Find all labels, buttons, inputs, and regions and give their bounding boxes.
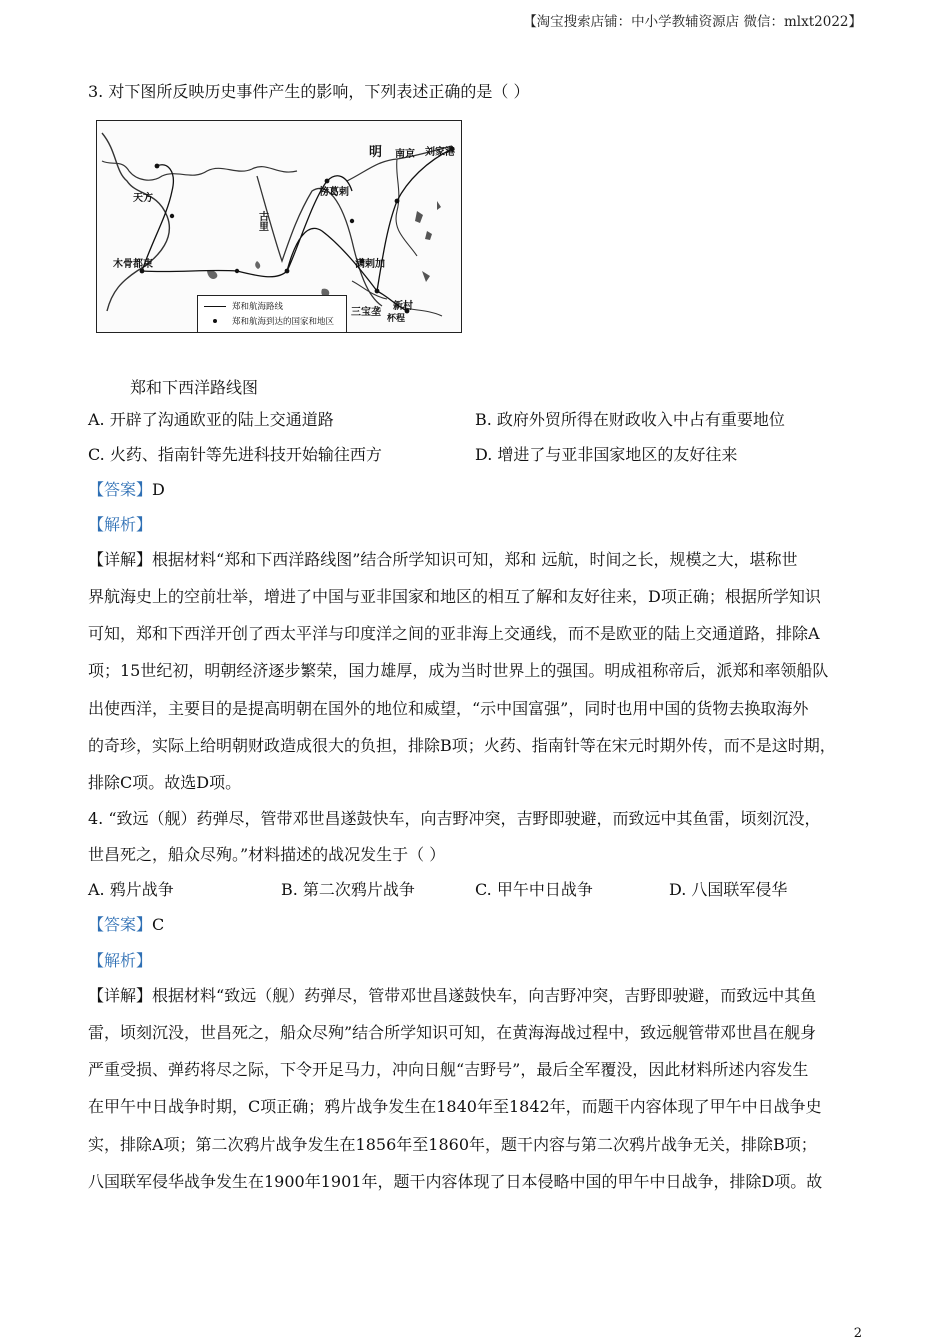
map-label-ming: 明: [369, 145, 383, 160]
legend-route-row: [204, 300, 283, 312]
map-label-tianfang: 天方: [133, 193, 153, 204]
q4-answer-line: [88, 914, 164, 936]
map-legend: [197, 295, 347, 333]
q3-detail-line-3: 项；15世纪初，明朝经济逐步繁荣，国力雄厚，成为当时世界上的强国。明成祖称帝后，派郑和率领船队: [88, 661, 829, 680]
map-label-sanbaolong: 三宝垄: [351, 307, 381, 318]
legend-places-label: 郑和航海到达的国家和地区: [232, 317, 335, 327]
q3-detail-tag: 【详解】: [88, 550, 153, 569]
q3-detail-line-5: 的奇珍，实际上给明朝财政造成很大的负担，排除B项；火药、指南针等在宋元时期外传，而不是这时期，: [88, 736, 836, 755]
q3-detail-text-0: 根据材料“郑和下西洋路线图”结合所学知识可知，郑和 远航，时间之长，规模之大，堪称世: [152, 550, 798, 569]
place-dot-icon: [213, 319, 217, 323]
q4-answer-tag: 【答案】: [88, 915, 153, 934]
q3-answer: D: [152, 480, 165, 499]
map-label-guli: 古里: [259, 212, 269, 233]
q4-detail-tag: 【详解】: [88, 986, 153, 1005]
q4-option-d: D. 八国联军侵华: [669, 880, 788, 899]
q4-detail-line-4: 实，排除A项；第二次鸦片战争发生在1856年至1860年，题干内容与第二次鸦片战争无关，排除B项；: [88, 1135, 817, 1154]
map-label-xincun: 新村: [393, 301, 413, 312]
header-note: 【淘宝搜索店铺：中小学教辅资源店 微信：mlxt2022】: [523, 14, 862, 30]
q4-option-b: B. 第二次鸦片战争: [281, 880, 415, 899]
q3-option-d: D. 增进了与亚非国家地区的友好往来: [475, 445, 738, 464]
map-label-mugudushu: 木骨都束: [113, 259, 153, 270]
q4-stem-line-0: 4. “致远（舰）药弹尽，管带邓世昌遂鼓快车，向吉野冲突，吉野即驶避，而致远中其鱼雷，顷刻沉没，: [88, 809, 821, 828]
q3-detail-line-1: 界航海史上的空前壮举，增进了中国与亚非国家和地区的相互了解和友好往来，D项正确；根据所学知识: [88, 587, 821, 606]
q3-option-b: B. 政府外贸所得在财政收入中占有重要地位: [475, 410, 785, 429]
map-caption: 郑和下西洋路线图: [130, 378, 259, 397]
route-line-icon: [204, 306, 226, 307]
map-label-liujiagang: 刘家港: [425, 147, 455, 158]
q3-answer-line: [88, 479, 165, 501]
q4-detail-line-5: 八国联军侵华战争发生在1900年1901年，题干内容体现了日本侵略中国的甲午中日战争，排除D项。故: [88, 1172, 823, 1191]
q4-analysis-tag: 【解析】: [88, 951, 153, 970]
legend-route-label: 郑和航海路线: [232, 302, 284, 312]
q4-stem-line-1: 世昌死之，船众尽殉。”材料描述的战况发生于（ ）: [88, 845, 446, 864]
q3-detail-line-2: 可知，郑和下西洋开创了西太平洋与印度洋之间的亚非海上交通线，而不是欧亚的陆上交通道路，排除A: [88, 624, 820, 643]
page-number: 2: [853, 1326, 862, 1341]
q4-detail-line-2: 严重受损、弹药将尽之际，下令开足马力，冲向日舰“吉野号”，最后全军覆没，因此材料所述内容发生: [88, 1060, 809, 1079]
q3-analysis-tag: 【解析】: [88, 515, 153, 534]
q4-detail-line-3: 在甲午中日战争时期，C项正确；鸦片战争发生在1840年至1842年，而题干内容体现了甲午中日战争史: [88, 1097, 822, 1116]
q3-option-a: A. 开辟了沟通欧亚的陆上交通道路: [88, 410, 334, 429]
q4-option-c: C. 甲午中日战争: [475, 880, 593, 899]
q4-option-a: A. 鸦片战争: [88, 880, 174, 899]
q4-detail-line-0: [88, 985, 816, 1007]
map-label-jinmu: 杯程: [387, 314, 406, 324]
q3-stem: 3. 对下图所反映历史事件产生的影响，下列表述正确的是（ ）: [88, 82, 530, 101]
legend-places-row: [204, 315, 334, 327]
q3-detail-line-4: 出使西洋，主要目的是提高明朝在国外的地位和威望，“示中国富强”，同时也用中国的货物去换取海外: [88, 699, 809, 718]
q3-detail-line-0: [88, 549, 797, 571]
q3-option-c: C. 火药、指南针等先进科技开始输往西方: [88, 445, 382, 464]
zhenghe-route-map: [96, 120, 462, 333]
q3-answer-tag: 【答案】: [88, 480, 153, 499]
q3-detail-line-6: 排除C项。故选D项。: [88, 773, 242, 792]
map-label-bangeela: 榜葛剌: [319, 187, 349, 198]
q4-answer: C: [152, 915, 165, 934]
map-label-nanjing: 南京: [395, 149, 415, 160]
q4-detail-line-1: 雷，顷刻沉没，世昌死之，船众尽殉”结合所学知识可知，在黄海海战过程中，致远舰管带邓世昌在舰身: [88, 1023, 817, 1042]
q4-detail-text-0: 根据材料“致远（舰）药弹尽，管带邓世昌遂鼓快车，向吉野冲突，吉野即驶避，而致远中其鱼: [152, 986, 817, 1005]
map-label-malacca: 满剌加: [355, 259, 385, 270]
